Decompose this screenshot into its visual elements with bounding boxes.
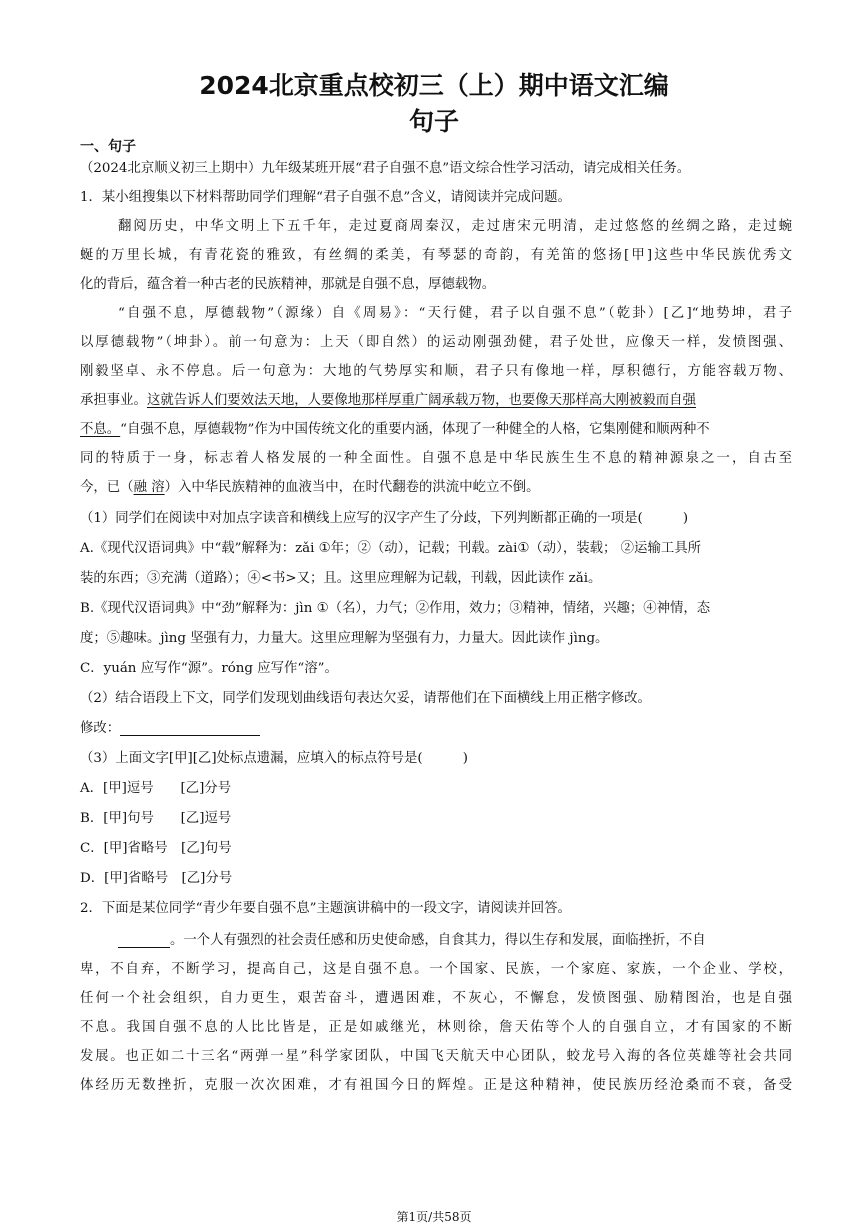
speech-line xyxy=(118,929,792,948)
sub-question-3: （3）上面文字[甲][乙]处标点遗漏，应填入的标点符号是( ) xyxy=(80,751,469,766)
intro-text: （2024北京顺义初三上期中）九年级某班开展“君子自强不息”语文综合性学习活动，请完成相关任务。 xyxy=(80,161,691,176)
modify-row xyxy=(80,717,792,736)
speech-line: 发展。也正如二十三名“两弹一星”科学家团队，中国飞天航天中心团队，蛟龙号入海的各位英雄等社会共同 xyxy=(80,1049,792,1064)
option-c: C．yuán 应写作“源”。róng 应写作“溶”。 xyxy=(80,661,338,676)
choice-c: C．[甲]省略号 [乙]句号 xyxy=(80,841,232,856)
choice-b: B．[甲]句号 [乙]逗号 xyxy=(80,811,232,826)
passage-line: 刚毅坚卓、永不停息。后一句意为：大地的气势厚实和顺，君子只有像地一样，厚积德行，方能容载万物、 xyxy=(80,364,792,379)
option-b: B.《现代汉语词典》中“劲”解释为：jìn ①（名），力气；②作用，效力；③精神，情绪，兴趣；④神情，态 xyxy=(80,601,711,616)
speech-line: 卑，不自弃，不断学习，提高自己，这是自强不息。一个国家、民族，一个家庭、家族，一个企业、学校， xyxy=(80,962,792,977)
passage-text: ）入中华民族精神的血液当中，在时代翻卷的洪流中屹立不倒。 xyxy=(164,480,540,495)
document-subtitle: 句子 xyxy=(408,107,459,136)
passage-line: 以厚德载物”（坤卦）。前一句意为：上天（即自然）的运动刚强劲健，君子处世，应像天一样，发愤图强、 xyxy=(80,335,792,350)
modify-label: 修改： xyxy=(80,721,121,736)
option-a-cont: 装的东西；③充满（道路）；④<书>又；且。这里应理解为记载，刊载，因此读作 zǎi。 xyxy=(80,571,602,586)
passage-line xyxy=(80,476,792,495)
page-number: 第1页/共58页 xyxy=(396,1210,472,1224)
option-b-cont: 度；⑤趣味。jìng 坚强有力，力量大。这里应理解为坚强有力，力量大。因此读作 jìng。 xyxy=(80,631,609,646)
modify-answer-blank[interactable] xyxy=(120,721,260,736)
question-1-stem: 1．某小组搜集以下材料帮助同学们理解“君子自强不息”含义，请阅读并完成问题。 xyxy=(80,190,571,205)
section-heading: 一、句子 xyxy=(80,139,136,155)
sub-question-2: （2）结合语段上下文，同学们发现划曲线语句表达欠妥，请帮他们在下面横线上用正楷字修改。 xyxy=(80,691,651,706)
speech-line: 任何一个社会组织，自力更生，艰苦奋斗，遭遇困难，不灰心，不懈怠，发愤图强、励精图治，也是自强 xyxy=(80,991,792,1006)
passage-line: 翻阅历史，中华文明上下五千年，走过夏商周秦汉，走过唐宋元明清，走过悠悠的丝绸之路，走过蜿 xyxy=(118,219,792,234)
blank-choice: 融 溶 xyxy=(133,480,165,495)
speech-line: 体经历无数挫折，克服一次次困难，才有祖国今日的辉煌。正是这种精神，使民族历经沧桑而不衰，备受 xyxy=(80,1078,792,1093)
sub-question-1: （1）同学们在阅读中对加点字读音和横线上应写的汉字产生了分歧，下列判断都正确的一项是( ) xyxy=(80,511,689,526)
passage-line xyxy=(80,389,792,408)
option-a: A.《现代汉语词典》中“载”解释为：zǎi ①年；②（动），记载；刊载。zài①（动），装载； ②运输工具所 xyxy=(80,541,702,556)
underlined-sentence: 这就告诉人们要效法天地，人要像地那样厚重广阔承载万物，也要像天那样高大刚被毅而自强 xyxy=(146,393,696,408)
passage-line: 同的特质于一身，标志着人格发展的一种全面性。自强不息是中华民族生生不息的精神源泉之一，自古至 xyxy=(80,451,792,466)
passage-line: “自强不息，厚德载物”（源缘）自《周易》：“天行健，君子以自强不息”（乾卦）[乙]“地势坤，君子 xyxy=(118,306,792,321)
choice-a: A．[甲]逗号 [乙]分号 xyxy=(80,781,232,796)
question-2-stem: 2．下面是某位同学“青少年要自强不息”主题演讲稿中的一段文字，请阅读并回答。 xyxy=(80,901,571,916)
speech-text: 。一个人有强烈的社会责任感和历史使命感，自食其力，得以生存和发展，面临挫折，不自 xyxy=(170,933,706,948)
speech-blank[interactable] xyxy=(118,933,170,948)
passage-line xyxy=(80,418,792,437)
passage-text: 今，已（ xyxy=(80,480,134,495)
passage-text: “自强不息，厚德载物”作为中国传统文化的重要内涵，体现了一种健全的人格，它集刚健和顺两种不 xyxy=(120,422,710,437)
underlined-sentence: 不息。 xyxy=(80,422,121,437)
choice-d: D．[甲]省略号 [乙]分号 xyxy=(80,871,233,886)
speech-line: 不息。我国自强不息的人比比皆是，正是如戚继光，林则徐，詹天佑等个人的自强自立，才有国家的不断 xyxy=(80,1020,792,1035)
document-title: 2024北京重点校初三（上）期中语文汇编 xyxy=(199,71,669,100)
passage-text: 承担事业。 xyxy=(80,393,147,408)
passage-line: 化的背后，蕴含着一种古老的民族精神，那就是自强不息，厚德载物。 xyxy=(80,277,496,292)
passage-line: 蜒的万里长城，有青花瓷的雅致，有丝绸的柔美，有琴瑟的奇韵，有羌笛的悠扬[甲]这些中华民族优秀文 xyxy=(80,248,792,263)
